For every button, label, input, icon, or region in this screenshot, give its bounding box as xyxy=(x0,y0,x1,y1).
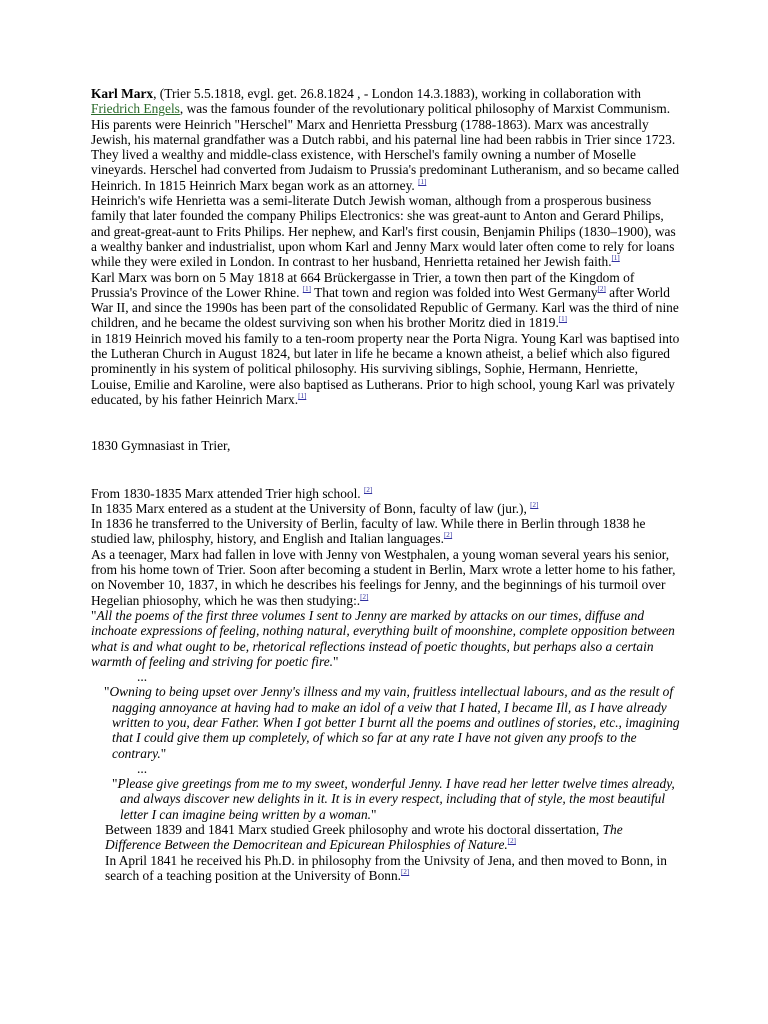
quote-two: "Owning to being upset over Jenny's illness and my vain, fruitless intellectual labours, and as the result of nagging annoyance at having had to make an idol of a veiw that I hated, I became Ill, as I have already written to you, dear Father. When I got better I burnt all the poems and outlines of stories, etc., imagining that I could give them up completely, of which so far at any rate I have not given any proofs to the contrary." xyxy=(104,684,680,761)
footnote-link[interactable]: [1] xyxy=(298,391,307,400)
spacer xyxy=(91,454,681,486)
birth-text: That town and region was folded into West Germany xyxy=(310,284,598,300)
subject-name: Karl Marx xyxy=(91,86,154,101)
phd-paragraph xyxy=(91,853,681,884)
quote-one-text: All the poems of the first three volumes I sent to Jenny are marked by attacks on our times, diffuse and inchoate expressions of feeling, nothing natural, everything built of moonshine, complete opposition between what is and what ought to be, rhetorical reflections instead of poetic thoughts, but perhaps also a certain warmth of feeling and striving for poetic fire. xyxy=(91,607,675,669)
spacer xyxy=(91,407,681,438)
document-body xyxy=(91,86,681,883)
gymnasiast-heading: 1830 Gymnasiast in Trier, xyxy=(91,438,231,454)
ellipsis: ... xyxy=(137,760,148,776)
intro-text: , (Trier 5.5.1818, evgl. get. 26.8.1824 , - London 14.3.1883), working in collaboration with xyxy=(153,86,641,101)
footnote-link[interactable]: [2] xyxy=(364,485,373,494)
birth-text: Karl Marx was born on 5 May 1818 at 664 Brückergasse in Trier, a town then part of the Kingdom of Prussia's Province of the Lower Rhine. xyxy=(91,269,635,300)
quote-three-text: Please give greetings from me to my sweet, wonderful Jenny. I have read her letter twelve times already, and always discover new delights in it. It is in every respect, including that of style, the most beautiful letter I can imagine being written by a woman. xyxy=(117,776,675,822)
footnote-link[interactable]: [1] xyxy=(611,254,620,263)
dissertation-title: The Difference Between the Democritean and Epicurean Philosphies of Nature. xyxy=(105,822,623,853)
parents-text: His parents were Heinrich "Herschel" Marx and Henrietta Pressburg (1788-1863). Marx was ancestrally Jewish, his maternal grandfather was a Dutch rabbi, and his paternal line had been rabbis in Trier since 1723. They lived a wealthy and middle-class existence, with Herschel's family owning a number of Moselle vineyards. Herschel had converted from Judaism to Prussia's predominant Lutheranism, and so became called Heinrich. In 1815 Heinrich Marx began work as an attorney. xyxy=(91,116,680,193)
jenny-paragraph xyxy=(91,547,681,608)
footnote-link[interactable]: [2] xyxy=(597,284,606,293)
berlin-paragraph xyxy=(91,516,681,547)
henrietta-text: Heinrich's wife Henrietta was a semi-literate Dutch Jewish woman, although from a prosperous business family that later founded the company Philips Electronics: she was great-aunt to Anton and Gerard Philips, and great-great-aunt to Frits Philips. Her nephew, and Karl's first cousin, Benjamin Philips (1830–1900), was a wealthy banker and industrialist, upon whom Karl and Jenny Marx would later often come to rely for loans while they were exiled in London. In contrast to her husband, Henrietta retained her Jewish faith. xyxy=(91,193,676,270)
footnote-link[interactable]: [2] xyxy=(401,867,410,876)
jenny-text: As a teenager, Marx had fallen in love with Jenny von Westphalen, a young woman several years his senior, from his home town of Trier. Soon after becoming a student in Berlin, Marx wrote a letter home to his father, on November 10, 1837, in which he describes his feelings for Jenny, and the beginnings of his turmoil over Hegelian phiosophy, which he was then studying:. xyxy=(91,546,676,608)
parents-paragraph xyxy=(91,117,681,193)
birth-paragraph xyxy=(91,270,681,331)
footnote-link[interactable]: [2] xyxy=(443,531,453,540)
school-paragraph xyxy=(91,486,681,501)
dissertation-text: Between 1839 and 1841 Marx studied Greek philosophy and wrote his doctoral dissertation, xyxy=(105,822,603,838)
friedrich-engels-link[interactable]: Friedrich Engels xyxy=(91,101,180,117)
footnote-link[interactable]: [1] xyxy=(558,315,567,324)
birth-text: after World War II, and since the 1990s has been part of the consolidated Republic of Germany. Karl was the third of nine children, and he became the oldest surviving son when his brother Moritz died in 1819. xyxy=(91,284,679,331)
bonn-text: In 1835 Marx entered as a student at the University of Bonn, faculty of law (jur.), xyxy=(91,500,531,516)
intro-text-end: , was the famous founder of the revolutionary political philosophy of Marxist Communism. xyxy=(179,101,671,117)
family-move-text: in 1819 Heinrich moved his family to a ten-room property near the Porta Nigra. Young Karl was baptised into the Lutheran Church in August 1824, but later in life he became a known atheist, a belief which also figured prominently in his system of political philosophy. His surviving siblings, Sophie, Hermann, Henriette, Louise, Emilie and Karoline, were also baptised as Lutherans. Prior to high school, young Karl was privately educated, by his father Heinrich Marx. xyxy=(91,330,680,407)
school-text: From 1830-1835 Marx attended Trier high school. xyxy=(91,485,364,501)
dissertation-paragraph xyxy=(91,822,681,853)
footnote-link[interactable]: [1] xyxy=(302,284,311,293)
quote-one: "All the poems of the first three volumes I sent to Jenny are marked by attacks on our times, diffuse and inchoate expressions of feeling, nothing natural, everything built of moonshine, complete opposition between what is and what ought to be, rhetorical reflections instead of poetic thoughts, but perhaps also a certain warmth of feeling and striving for poetic fire." xyxy=(91,607,675,669)
ellipsis: ... xyxy=(137,669,148,685)
berlin-text: In 1836 he transferred to the University of Berlin, faculty of law. While there in Berlin through 1838 he studied law, philosphy, history, and English and Italian languages. xyxy=(91,516,646,547)
footnote-link[interactable]: [2] xyxy=(360,592,369,601)
henrietta-paragraph xyxy=(91,193,681,269)
quote-two-text: Owning to being upset over Jenny's illness and my vain, fruitless intellectual labours, and as the result of nagging annoyance at having had to make an idol of a veiw that I hated, I became Ill, as I have already written to you, dear Father. When I got better I burnt all the poems and outlines of stories, etc., imagining that I could give them up completely, of which so far at any rate I have not given any proofs to the contrary. xyxy=(109,684,680,761)
phd-text: In April 1841 he received his Ph.D. in philosophy from the Univsity of Jena, and then moved to Bonn, in search of a teaching position at the University of Bonn. xyxy=(105,852,667,883)
family-move-paragraph xyxy=(91,331,681,407)
bonn-paragraph xyxy=(91,501,681,516)
footnote-link[interactable]: [1] xyxy=(418,177,427,186)
footnote-link[interactable]: [2] xyxy=(530,500,539,509)
quote-three: "Please give greetings from me to my sweet, wonderful Jenny. I have read her letter twelve times already, and always discover new delights in it. It is in every respect, including that of style, the most beautiful letter I can imagine being written by a woman." xyxy=(112,776,675,822)
intro-paragraph xyxy=(91,86,681,117)
footnote-link[interactable]: [2] xyxy=(507,837,516,846)
